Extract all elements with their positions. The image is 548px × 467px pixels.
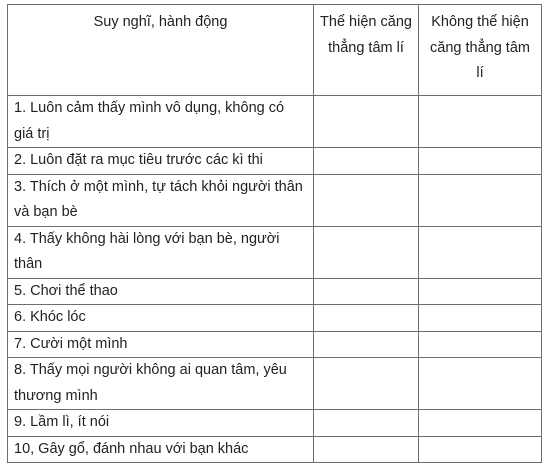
table-row: [8, 436, 542, 463]
shows-stress-cell[interactable]: [314, 226, 419, 278]
shows-stress-cell[interactable]: [314, 358, 419, 410]
not-shows-stress-cell[interactable]: [419, 410, 542, 437]
not-shows-stress-cell[interactable]: [419, 436, 542, 463]
not-shows-stress-cell[interactable]: [419, 148, 542, 175]
row-statement: 10, Gây gổ, đánh nhau với bạn khác: [8, 436, 314, 463]
not-shows-stress-cell[interactable]: [419, 331, 542, 358]
table-row: [8, 148, 542, 175]
not-shows-stress-cell[interactable]: [419, 358, 542, 410]
table-row: [8, 305, 542, 332]
row-statement: 6. Khóc lóc: [8, 305, 314, 332]
shows-stress-cell[interactable]: [314, 278, 419, 305]
shows-stress-cell[interactable]: [314, 436, 419, 463]
table-row: [8, 96, 542, 148]
row-statement: 8. Thấy mọi người không ai quan tâm, yêu thương mình: [8, 358, 314, 410]
shows-stress-cell[interactable]: [314, 331, 419, 358]
row-statement: 5. Chơi thể thao: [8, 278, 314, 305]
row-statement: 1. Luôn cảm thấy mình vô dụng, không có giá trị: [8, 96, 314, 148]
shows-stress-cell[interactable]: [314, 96, 419, 148]
not-shows-stress-cell[interactable]: [419, 96, 542, 148]
table-row: [8, 226, 542, 278]
not-shows-stress-cell[interactable]: [419, 278, 542, 305]
table-row: [8, 358, 542, 410]
table-row: [8, 174, 542, 226]
not-shows-stress-cell[interactable]: [419, 174, 542, 226]
not-shows-stress-cell[interactable]: [419, 226, 542, 278]
table-row: [8, 331, 542, 358]
row-statement: 7. Cười một mình: [8, 331, 314, 358]
row-statement: 9. Lầm lì, ít nói: [8, 410, 314, 437]
shows-stress-cell[interactable]: [314, 410, 419, 437]
header-shows-stress: Thể hiện căng thẳng tâm lí: [314, 5, 419, 96]
header-not-shows-stress: Không thể hiện căng thẳng tâm lí: [419, 5, 542, 96]
table-row: [8, 278, 542, 305]
table-header-row: [8, 5, 542, 96]
row-statement: 2. Luôn đặt ra mục tiêu trước các kì thi: [8, 148, 314, 175]
not-shows-stress-cell[interactable]: [419, 305, 542, 332]
table-row: [8, 410, 542, 437]
classification-table-container: [7, 4, 541, 463]
classification-table: [7, 4, 542, 463]
shows-stress-cell[interactable]: [314, 305, 419, 332]
row-statement: 4. Thấy không hài lòng với bạn bè, người thân: [8, 226, 314, 278]
row-statement: 3. Thích ở một mình, tự tách khỏi người thân và bạn bè: [8, 174, 314, 226]
shows-stress-cell[interactable]: [314, 148, 419, 175]
header-thoughts-actions: Suy nghĩ, hành động: [8, 5, 314, 96]
shows-stress-cell[interactable]: [314, 174, 419, 226]
